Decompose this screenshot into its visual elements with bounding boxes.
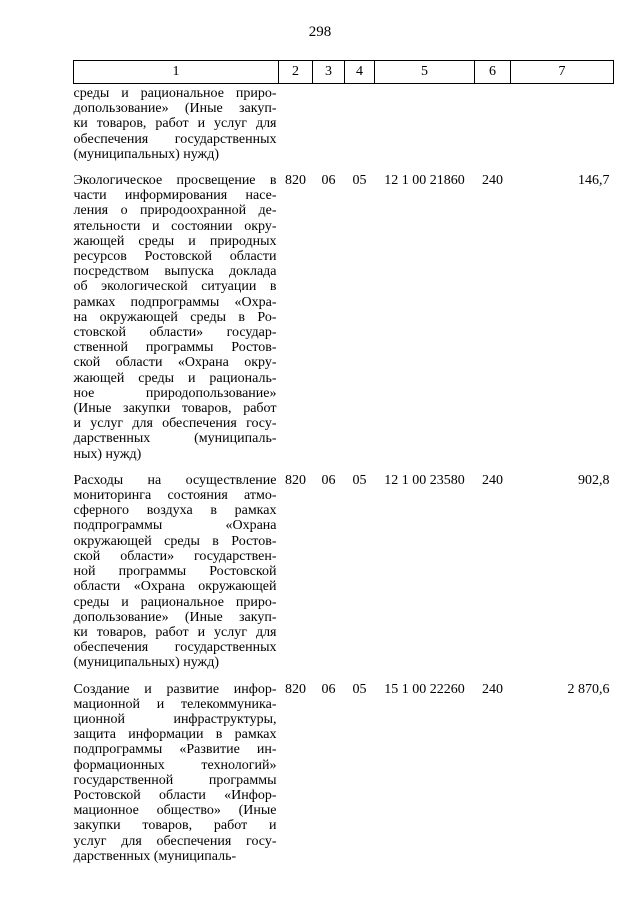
description-line: ресурсов Ростовской области [73,249,277,265]
description-line: жающей среды и природных [73,233,277,249]
description-line: области «Охрана окружающей [73,579,277,595]
description-line: ской области «Охрана окру- [73,355,277,371]
description-line: ционной инфраструктуры, [73,711,277,727]
row-subsection-code: 05 [352,472,367,488]
row-subsection-code [345,84,375,171]
table-row [74,470,614,679]
description-line: допользование» (Иные закуп- [73,101,277,117]
row-section-code: 06 [321,173,336,189]
header-col-3: 3 [313,61,345,84]
description-line: дарственных (муниципаль- [73,431,277,447]
description-line: защита информации в рамках [73,727,277,743]
description-line: обеспечения государственных [73,640,277,656]
description-line: посредством выпуска доклада [73,264,277,280]
description-line: Экологическое просвещение в [73,173,277,189]
description-line: ления о природоохранной де- [73,203,277,219]
description-line: ки товаров, работ и услуг для [73,116,277,132]
table-row [74,170,614,470]
description-line: и услуг для обеспечения госу- [73,416,277,432]
budget-table [73,60,614,872]
row-section-code: 06 [321,472,336,488]
description-line: государственной программы [73,772,277,788]
row-description [74,170,279,470]
description-line: на окружающей среды в Ро- [73,309,277,325]
description-line: окружающей среды в Ростов- [73,533,277,549]
header-col-4: 4 [345,61,375,84]
row-ministry-code [279,84,313,171]
description-line: допользование» (Иные закуп- [73,609,277,625]
description-line: ственной программы Ростов- [73,340,277,356]
description-line: мониторинга состояния атмо- [73,488,277,504]
row-amount: 2 870,6 [567,681,610,697]
description-line: жающей среды и рациональ- [73,370,277,386]
description-line: подпрограммы «Охрана [73,518,277,534]
description-line: ятельности и состоянии окру- [73,218,277,234]
description-line: об экологической ситуации в [73,279,277,295]
row-section-code [313,84,345,171]
description-line: (Иные закупки товаров, работ [73,401,277,417]
row-subsection-code: 05 [352,681,367,697]
page-number: 298 [308,24,332,40]
row-description [74,679,279,872]
row-amount: 902,8 [578,472,610,488]
header-col-6: 6 [475,61,511,84]
description-line: ное природопользование» [73,385,277,401]
row-ministry-code: 820 [285,681,306,697]
row-ministry-code: 820 [285,472,306,488]
row-subsection-code: 05 [352,173,367,189]
description-line: ных) нужд) [73,446,142,462]
header-col-5: 5 [375,61,475,84]
table-row [74,679,614,872]
description-line: сферного воздуха в рамках [73,503,277,519]
description-line: среды и рациональное приро- [73,594,277,610]
description-line: услуг для обеспечения госу- [73,833,277,849]
description-line: рамках подпрограммы «Охра- [73,294,277,310]
description-line: ной программы Ростовской [73,564,277,580]
row-target-article: 15 1 00 22260 [384,681,465,697]
description-line: (муниципальных) нужд) [73,655,220,671]
description-line: ской области» государствен- [73,548,277,564]
row-description [74,84,279,171]
description-line: Создание и развитие инфор- [73,681,277,697]
description-line: мационное общество» (Иные [73,803,277,819]
table-row [74,84,614,171]
description-line: закупки товаров, работ и [73,818,277,834]
description-line: подпрограммы «Развитие ин- [73,742,277,758]
description-line: формационных технологий» [73,757,277,773]
row-expense-type [475,84,511,171]
description-line: мационной и телекоммуника- [73,696,277,712]
header-col-1: 1 [74,61,279,84]
row-expense-type: 240 [482,173,503,189]
description-line: стовской области» государ- [73,325,277,341]
row-section-code: 06 [321,681,336,697]
description-line: дарственных (муниципаль- [73,848,237,864]
description-line: Ростовской области «Инфор- [73,787,277,803]
description-line: обеспечения государственных [73,131,277,147]
description-line: Расходы на осуществление [73,472,277,488]
row-expense-type: 240 [482,472,503,488]
header-col-7: 7 [511,61,614,84]
description-line: части информирования насе- [73,188,277,204]
header-col-2: 2 [279,61,313,84]
row-target-article: 12 1 00 21860 [384,173,465,189]
row-target-article: 12 1 00 23580 [384,472,465,488]
row-amount [511,84,614,171]
description-line: среды и рациональное приро- [73,86,277,101]
table-header-row [74,61,614,84]
description-line: (муниципальных) нужд) [73,146,220,162]
row-target-article [375,84,475,171]
row-expense-type: 240 [482,681,503,697]
description-line: ки товаров, работ и услуг для [73,624,277,640]
row-amount: 146,7 [578,173,610,189]
row-ministry-code: 820 [285,173,306,189]
row-description [74,470,279,679]
